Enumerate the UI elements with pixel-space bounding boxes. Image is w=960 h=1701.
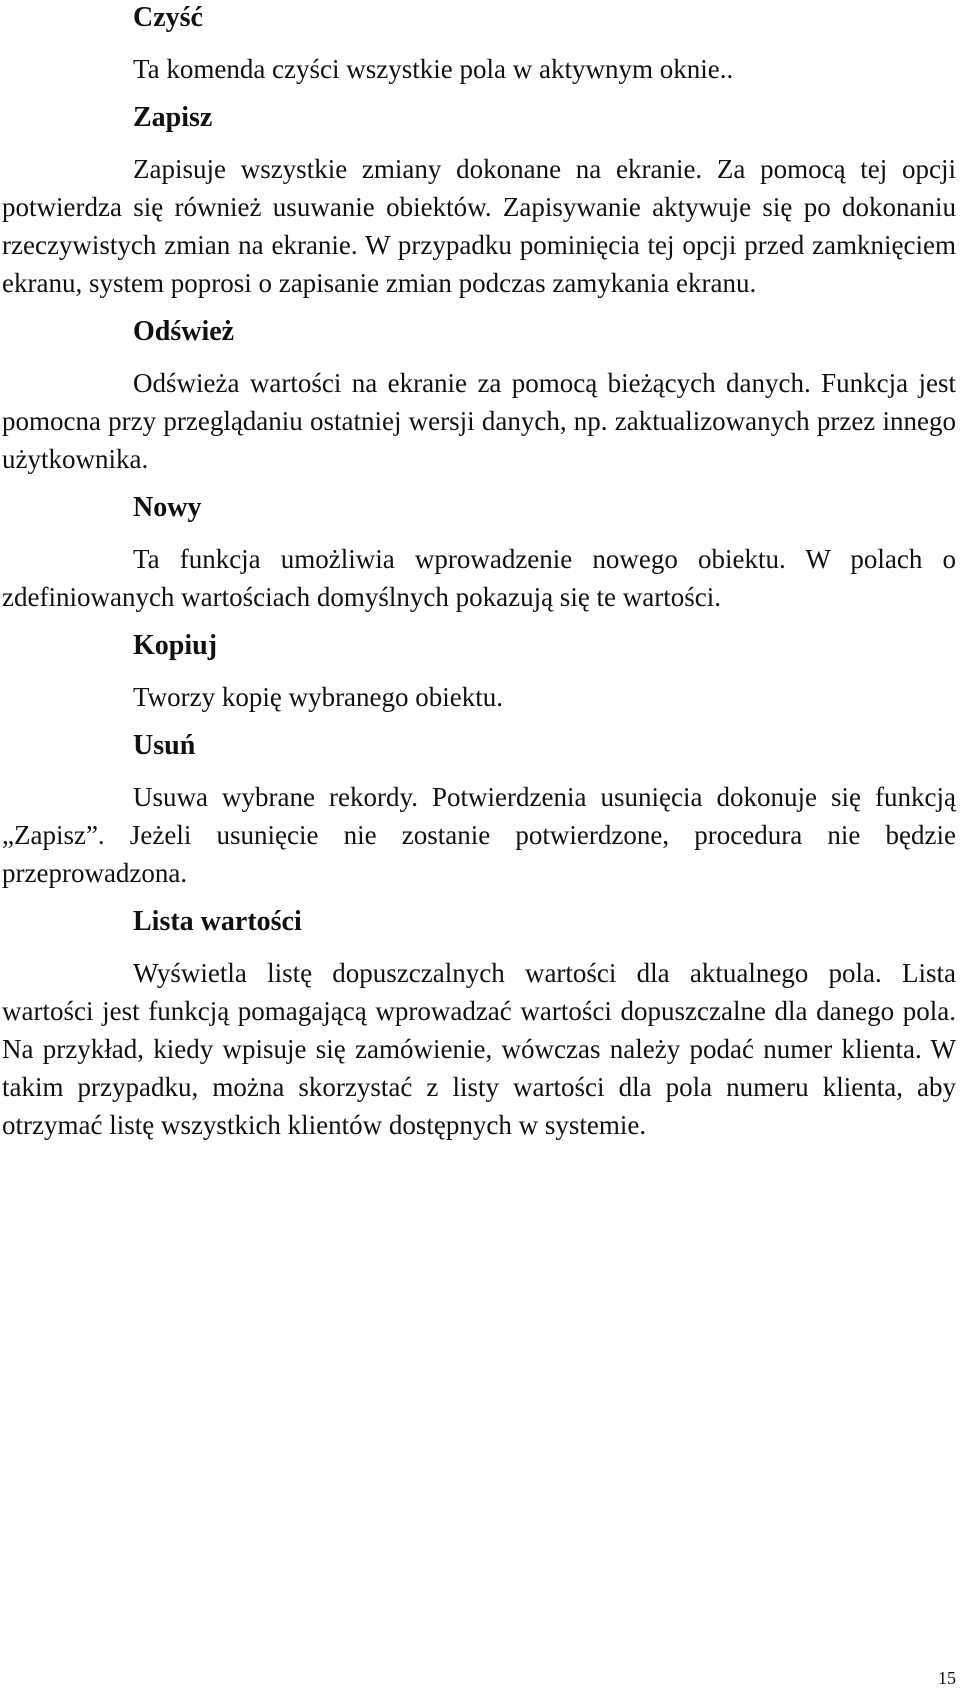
section-usun [2,728,956,892]
section-paragraph: Wyświetla listę dopuszczalnych wartości dla aktualnego pola. Lista wartości jest funkcją pomagającą wprowadzać wartości dopuszczalne dla danego pola. Na przykład, kiedy wpisuje się zamówienie, wówczas należy podać numer klienta. W takim przypadku, można skorzystać z listy wartości dla pola numeru klienta, aby otrzymać listę wszystkich klientów dostępnych w systemie. [2,958,956,1140]
section-lista-wartosci [2,904,956,1144]
section-czysc [2,0,956,88]
section-paragraph: Odświeża wartości na ekranie za pomocą bieżących danych. Funkcja jest pomocna przy przeglądaniu ostatniej wersji danych, np. zaktualizowanych przez innego użytkownika. [2,368,956,474]
section-paragraph: Ta komenda czyści wszystkie pola w aktywnym oknie.. [133,54,734,84]
section-zapisz [2,100,956,302]
section-heading: Lista wartości [133,906,302,937]
section-nowy [2,490,956,616]
document-content [2,0,956,1156]
section-paragraph: Zapisuje wszystkie zmiany dokonane na ekranie. Za pomocą tej opcji potwierdza się również usuwanie obiektów. Zapisywanie aktywuje się po dokonaniu rzeczywistych zmian na ekranie. W przypadku pominięcia tej opcji przed zamknięciem ekranu, system poprosi o zapisanie zmian podczas zamykania ekranu. [2,154,956,298]
section-paragraph: Usuwa wybrane rekordy. Potwierdzenia usunięcia dokonuje się funkcją „Zapisz”. Jeżeli usunięcie nie zostanie potwierdzone, procedura nie będzie przeprowadzona. [2,782,956,888]
section-odswiez [2,314,956,478]
section-heading: Odśwież [133,316,235,347]
section-heading: Czyść [133,2,203,33]
page-number: 15 [938,1668,956,1688]
section-kopiuj [2,628,956,716]
section-paragraph: Ta funkcja umożliwia wprowadzenie nowego obiektu. W polach o zdefiniowanych wartościach domyślnych pokazują się te wartości. [2,544,956,612]
section-paragraph: Tworzy kopię wybranego obiektu. [133,682,504,712]
section-heading: Nowy [133,492,202,523]
section-heading: Zapisz [133,102,213,133]
section-heading: Kopiuj [133,630,218,661]
section-heading: Usuń [133,730,196,761]
